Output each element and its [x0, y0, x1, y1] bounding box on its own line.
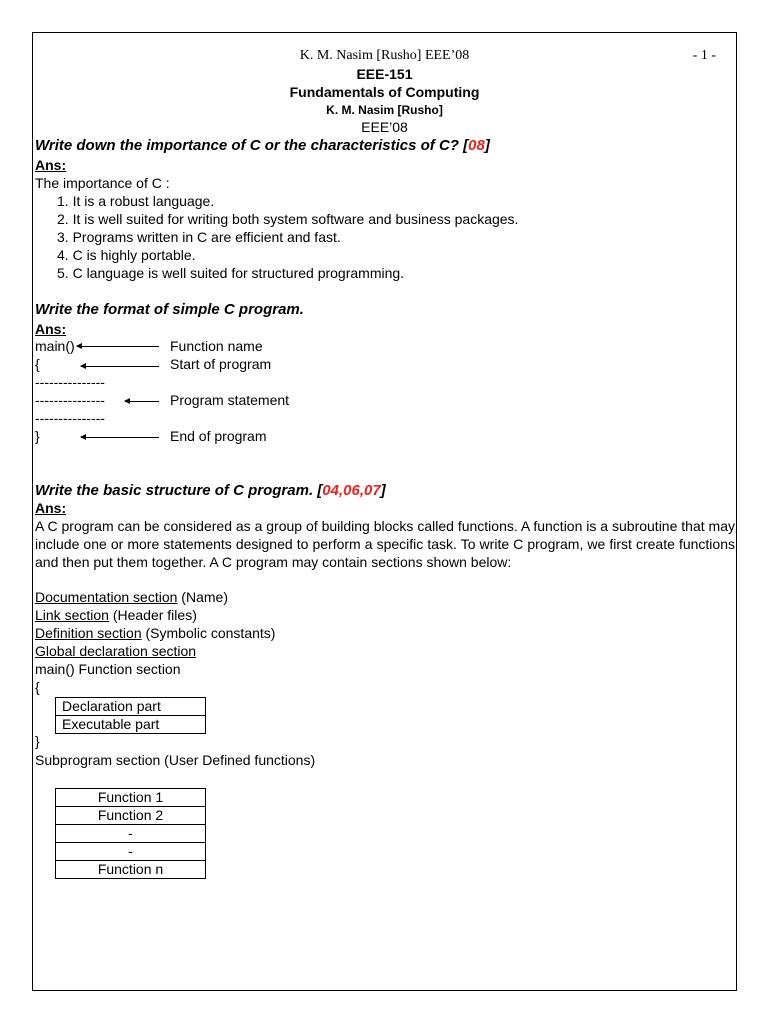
answer-label-2: Ans: [35, 321, 67, 337]
table-row [56, 843, 206, 861]
course-code: EEE-151 [356, 66, 413, 82]
table-row [56, 698, 206, 716]
table-cell: Declaration part [56, 698, 206, 716]
course-title: Fundamentals of Computing [289, 84, 480, 100]
structure-paragraph: A C program can be considered as a group of building blocks called functions. A function is a subroutine that may include one or more statements designed to perform a specific task. To write C program, we first create functions and then put them together. A C program may contain sections shown below: [35, 518, 735, 570]
main-close-brace: } [35, 733, 40, 749]
table-cell: Function 1 [56, 789, 206, 807]
table-cell: - [56, 843, 206, 861]
format-main: main() [35, 338, 75, 354]
label-start-of-program: Start of program [170, 356, 272, 372]
section-main-function: main() Function section [35, 661, 181, 677]
arrow-left-icon [125, 401, 159, 402]
section-link: Link section (Header files) [35, 607, 197, 623]
answer-label-1: Ans: [35, 157, 67, 173]
main-open-brace: { [35, 679, 40, 695]
table-row [56, 825, 206, 843]
table-cell: Function 2 [56, 807, 206, 825]
author-name: K. M. Nasim [Rusho] [326, 103, 443, 117]
question-1-marks: 08 [468, 137, 485, 154]
document-page [32, 32, 737, 991]
question-3-marks: 04,06,07 [322, 482, 381, 499]
table-cell: Function n [56, 861, 206, 879]
table-row [56, 807, 206, 825]
main-parts-table [55, 697, 206, 734]
arrow-left-icon [77, 346, 159, 347]
section-documentation: Documentation section (Name) [35, 589, 228, 605]
label-program-statement: Program statement [170, 392, 290, 408]
arrow-left-icon [81, 366, 159, 367]
functions-table [55, 788, 206, 879]
batch-label: EEE’08 [361, 119, 408, 135]
subprogram-section: Subprogram section (User Defined functions) [35, 752, 316, 768]
format-dashes: --------------- [35, 374, 105, 390]
list-item: 1. It is a robust language. [57, 193, 215, 209]
list-item: 5. C language is well suited for structured programming. [57, 265, 405, 281]
arrow-left-icon [81, 437, 159, 438]
label-end-of-program: End of program [170, 428, 267, 444]
format-close-brace: } [35, 428, 40, 444]
running-header: K. M. Nasim [Rusho] EEE’08 [299, 48, 470, 63]
answer-label-3: Ans: [35, 500, 67, 516]
table-row [56, 789, 206, 807]
table-row [56, 861, 206, 879]
table-cell: Executable part [56, 716, 206, 734]
importance-intro: The importance of C : [35, 175, 170, 191]
format-dashes: --------------- [35, 410, 105, 426]
question-3: Write the basic structure of C program. [04,06,07] [35, 482, 386, 499]
section-global-declaration: Global declaration section [35, 643, 197, 659]
format-dashes: --------------- [35, 392, 105, 408]
list-item: 4. C is highly portable. [57, 247, 196, 263]
table-row [56, 716, 206, 734]
table-cell: - [56, 825, 206, 843]
question-2: Write the format of simple C program. [35, 301, 304, 318]
question-1: Write down the importance of C or the characteristics of C? [08] [35, 137, 490, 154]
page-number: - 1 - [692, 48, 716, 63]
list-item: 3. Programs written in C are efficient and fast. [57, 229, 341, 245]
list-item: 2. It is well suited for writing both system software and business packages. [57, 211, 519, 227]
label-function-name: Function name [170, 338, 263, 354]
section-definition: Definition section (Symbolic constants) [35, 625, 276, 641]
format-open-brace: { [35, 356, 40, 372]
